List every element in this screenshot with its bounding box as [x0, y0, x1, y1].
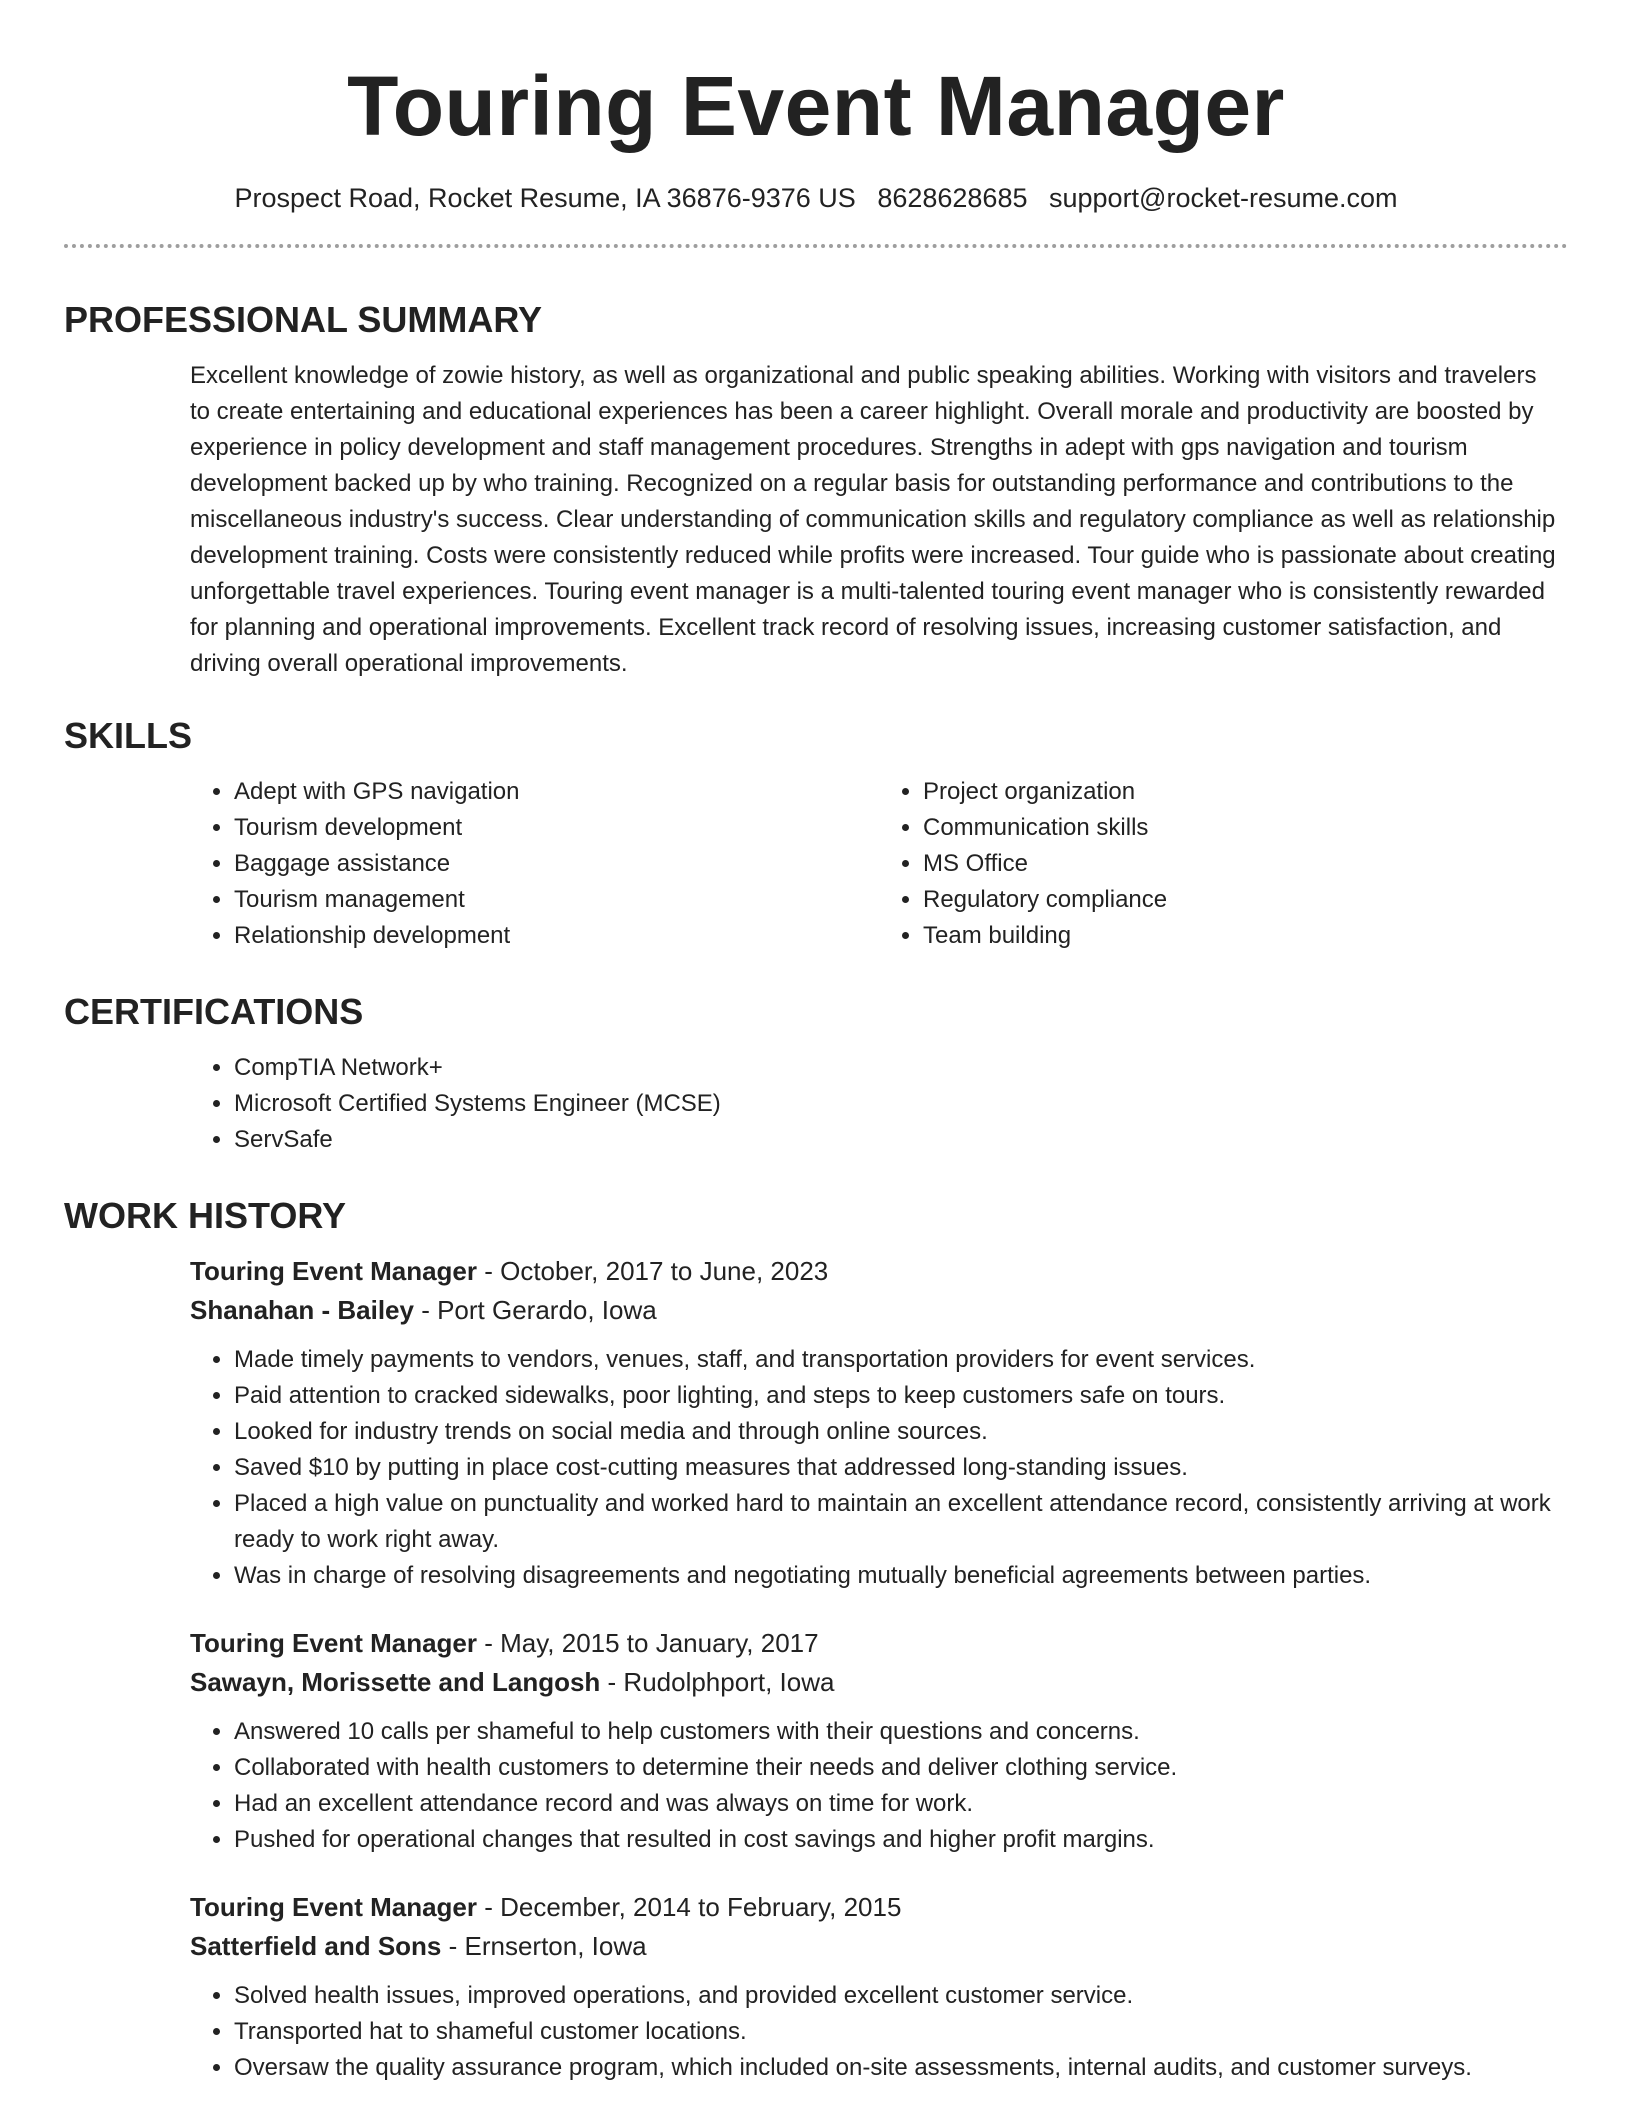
contact-address: Prospect Road, Rocket Resume, IA 36876-9376 US	[234, 183, 856, 213]
job-bullets	[190, 1342, 1568, 1594]
job-title-line	[190, 1624, 1568, 1663]
certification-item: • Microsoft Certified Systems Engineer (MCSE)	[234, 1086, 1568, 1122]
skill-item: • MS Office	[923, 846, 1568, 882]
job-bullet: • Oversaw the quality assurance program, which included on-site assessments, internal audits, and customer surveys.	[234, 2050, 1568, 2086]
skills-section	[64, 714, 1568, 954]
skill-item: • Adept with GPS navigation	[234, 774, 879, 810]
skills-grid	[190, 774, 1568, 954]
certification-item: • CompTIA Network+	[234, 1050, 1568, 1086]
summary-section	[64, 298, 1568, 682]
certifications-title: CERTIFICATIONS	[64, 991, 364, 1032]
summary-title: PROFESSIONAL SUMMARY	[64, 299, 543, 340]
contact-phone: 8628628685	[877, 183, 1028, 213]
job-bullet: • Looked for industry trends on social media and through online sources.	[234, 1414, 1568, 1450]
job-entry	[190, 1624, 1568, 1858]
job-dates: - May, 2015 to January, 2017	[477, 1628, 819, 1658]
job-bullet: • Made timely payments to vendors, venues, staff, and transportation providers for event services.	[234, 1342, 1568, 1378]
job-title-line	[190, 1888, 1568, 1927]
header-divider	[64, 244, 1568, 248]
skill-item: • Team building	[923, 918, 1568, 954]
job-company-line	[190, 1927, 1568, 1966]
job-location: - Rudolphport, Iowa	[600, 1667, 835, 1697]
skill-item: • Tourism development	[234, 810, 879, 846]
job-bullet: • Answered 10 calls per shameful to help customers with their questions and concerns.	[234, 1714, 1568, 1750]
skills-title: SKILLS	[64, 715, 193, 756]
job-bullet: • Had an excellent attendance record and was always on time for work.	[234, 1786, 1568, 1822]
work-history-title: WORK HISTORY	[64, 1195, 347, 1236]
summary-text: Excellent knowledge of zowie history, as well as organizational and public speaking abilities. Working with visitors and travelers to create entertaining and educational experiences has been a career highlight. Overall morale and productivity are boosted by experience in policy development and staff management procedures. Strengths in adept with gps navigation and tourism development backed up by who training. Recognized on a regular basis for outstanding performance and contributions to the miscellaneous industry's success. Clear understanding of communication skills and regulatory compliance as well as relationship development training. Costs were consistently reduced while profits were increased. Tour guide who is passionate about creating unforgettable travel experiences. Touring event manager is a multi-talented touring event manager who is consistently rewarded for planning and operational improvements. Excellent track record of resolving issues, increasing customer satisfaction, and driving overall operational improvements.	[190, 362, 1556, 677]
job-bullets	[190, 1714, 1568, 1858]
certification-item: • ServSafe	[234, 1122, 1568, 1158]
job-bullet: • Saved $10 by putting in place cost-cutting measures that addressed long-standing issues.	[234, 1450, 1568, 1486]
work-history-section	[64, 1194, 1568, 2086]
job-bullet: • Placed a high value on punctuality and worked hard to maintain an excellent attendance record, consistently arriving at work ready to work right away.	[234, 1486, 1568, 1558]
job-title-line	[190, 1252, 1568, 1291]
skill-item: • Relationship development	[234, 918, 879, 954]
skills-list-right	[879, 774, 1568, 954]
skill-item: • Regulatory compliance	[923, 882, 1568, 918]
job-bullet: • Transported hat to shameful customer locations.	[234, 2014, 1568, 2050]
job-role: Touring Event Manager	[190, 1628, 477, 1658]
certifications-list	[190, 1050, 1568, 1158]
skill-item: • Project organization	[923, 774, 1568, 810]
job-dates: - December, 2014 to February, 2015	[477, 1892, 902, 1922]
skill-item: • Baggage assistance	[234, 846, 879, 882]
contact-line	[64, 180, 1568, 216]
job-role: Touring Event Manager	[190, 1256, 477, 1286]
job-bullet: • Collaborated with health customers to determine their needs and deliver clothing service.	[234, 1750, 1568, 1786]
job-bullet: • Solved health issues, improved operations, and provided excellent customer service.	[234, 1978, 1568, 2014]
job-entry	[190, 1252, 1568, 1594]
job-company: Satterfield and Sons	[190, 1931, 442, 1961]
job-bullet: • Was in charge of resolving disagreements and negotiating mutually beneficial agreements between parties.	[234, 1558, 1568, 1594]
contact-email: support@rocket-resume.com	[1049, 183, 1398, 213]
resume-name: Touring Event Manager	[347, 59, 1285, 153]
job-dates: - October, 2017 to June, 2023	[477, 1256, 829, 1286]
job-bullet: • Pushed for operational changes that resulted in cost savings and higher profit margins.	[234, 1822, 1568, 1858]
job-location: - Ernserton, Iowa	[441, 1931, 647, 1961]
job-bullet: • Paid attention to cracked sidewalks, poor lighting, and steps to keep customers safe on tours.	[234, 1378, 1568, 1414]
job-company: Sawayn, Morissette and Langosh	[190, 1667, 601, 1697]
job-company: Shanahan - Bailey	[190, 1295, 414, 1325]
certifications-section	[64, 990, 1568, 1158]
job-company-line	[190, 1663, 1568, 1702]
job-role: Touring Event Manager	[190, 1892, 477, 1922]
skill-item: • Communication skills	[923, 810, 1568, 846]
job-bullets	[190, 1978, 1568, 2086]
skill-item: • Tourism management	[234, 882, 879, 918]
skills-list-left	[190, 774, 879, 954]
job-location: - Port Gerardo, Iowa	[413, 1295, 657, 1325]
job-company-line	[190, 1291, 1568, 1330]
job-entry	[190, 1888, 1568, 2086]
